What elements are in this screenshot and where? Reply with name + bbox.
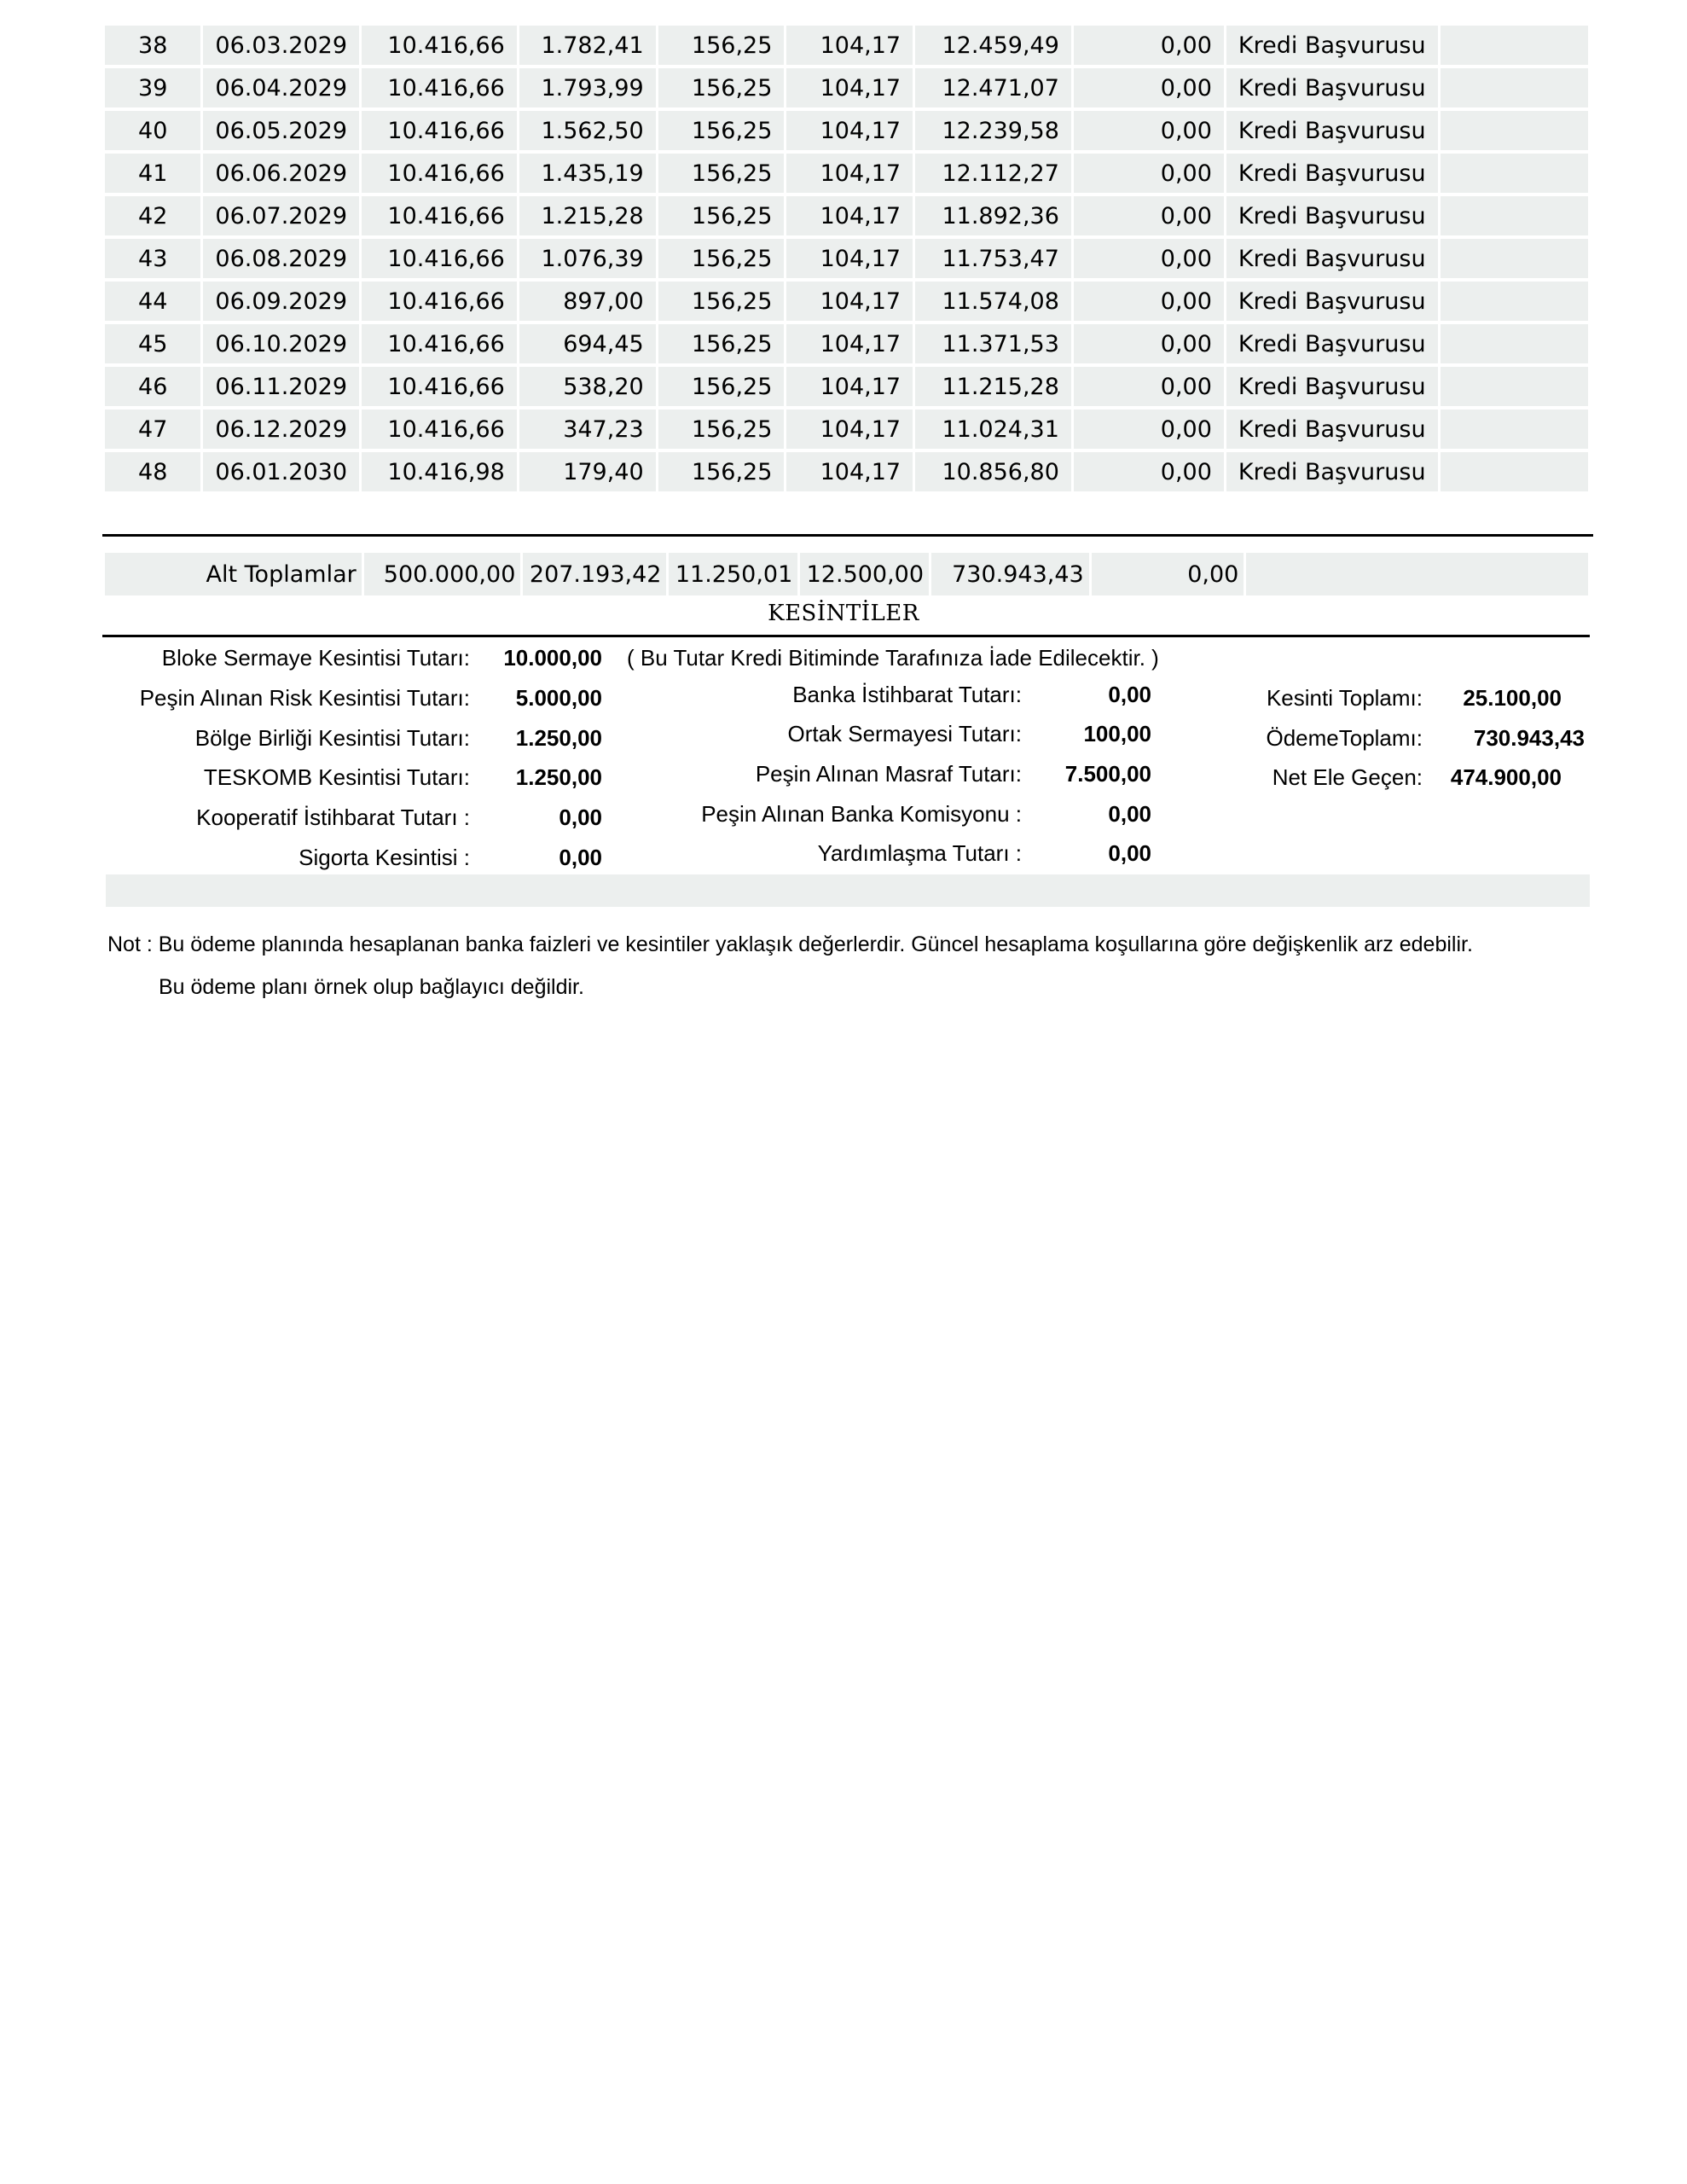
deduction-value: 5.000,00 [515, 685, 602, 711]
cell-fee-b: 104,17 [786, 26, 913, 65]
cell-fee-b: 104,17 [786, 282, 913, 321]
cell-interest: 1.435,19 [519, 154, 656, 193]
subtotal-col-3: 11.250,01 [669, 553, 797, 595]
cell-balance: 0,00 [1074, 282, 1224, 321]
cell-due-date: 06.11.2029 [203, 367, 359, 406]
cell-due-date: 06.04.2029 [203, 68, 359, 107]
deduction-label: Kooperatif İstihbarat Tutarı : [196, 804, 470, 830]
cell-balance: 0,00 [1074, 367, 1224, 406]
cell-installment-no: 44 [105, 282, 200, 321]
cell-blank [1441, 282, 1588, 321]
cell-interest: 538,20 [519, 367, 656, 406]
deduction-value: 100,00 [1083, 721, 1151, 746]
cell-principal: 10.416,66 [362, 196, 517, 235]
refund-note: ( Bu Tutar Kredi Bitiminde Tarafınıza İade Edilecektir. ) [627, 645, 1159, 671]
cell-interest: 897,00 [519, 282, 656, 321]
cell-fee-a: 156,25 [658, 324, 785, 363]
cell-blank [1441, 111, 1588, 150]
cell-blank [1441, 196, 1588, 235]
cell-description: Kredi Başvurusu [1226, 111, 1438, 150]
cell-fee-b: 104,17 [786, 239, 913, 278]
deduction-value: 0,00 [559, 845, 602, 870]
deduction-value: 0,00 [1108, 682, 1151, 707]
cell-balance: 0,00 [1074, 68, 1224, 107]
cell-installment-total: 12.459,49 [915, 26, 1071, 65]
cell-fee-a: 156,25 [658, 196, 785, 235]
cell-interest: 1.215,28 [519, 196, 656, 235]
cell-blank [1441, 239, 1588, 278]
cell-interest: 1.076,39 [519, 239, 656, 278]
table-row [105, 196, 1588, 235]
subtotals-row [102, 553, 1591, 595]
cell-fee-a: 156,25 [658, 154, 785, 193]
summary-value: 474.900,00 [1450, 764, 1562, 790]
subtotals-label: Alt Toplamlar [105, 553, 362, 595]
subtotal-col-6: 0,00 [1092, 553, 1244, 595]
subtotal-interest: 207.193,42 [523, 553, 666, 595]
cell-due-date: 06.03.2029 [203, 26, 359, 65]
cell-fee-b: 104,17 [786, 111, 913, 150]
summary-value: 730.943,43 [1473, 725, 1585, 751]
cell-description: Kredi Başvurusu [1226, 26, 1438, 65]
cell-fee-a: 156,25 [658, 26, 785, 65]
cell-blank [1441, 324, 1588, 363]
cell-due-date: 06.08.2029 [203, 239, 359, 278]
cell-fee-a: 156,25 [658, 239, 785, 278]
cell-due-date: 06.01.2030 [203, 452, 359, 491]
cell-fee-b: 104,17 [786, 452, 913, 491]
cell-balance: 0,00 [1074, 410, 1224, 449]
cell-installment-total: 11.024,31 [915, 410, 1071, 449]
deductions-divider [102, 635, 1590, 637]
table-row [105, 154, 1588, 193]
deduction-value: 1.250,00 [515, 725, 602, 751]
deduction-label: Banka İstihbarat Tutarı: [792, 682, 1022, 707]
deductions-footer-band [106, 874, 1590, 907]
cell-installment-no: 48 [105, 452, 200, 491]
cell-description: Kredi Başvurusu [1226, 282, 1438, 321]
cell-installment-no: 41 [105, 154, 200, 193]
table-row [105, 26, 1588, 65]
cell-blank [1441, 452, 1588, 491]
cell-description: Kredi Başvurusu [1226, 196, 1438, 235]
summary-label: Net Ele Geçen: [1272, 764, 1423, 790]
deduction-value: 1.250,00 [515, 764, 602, 790]
table-row [105, 68, 1588, 107]
cell-principal: 10.416,66 [362, 68, 517, 107]
cell-principal: 10.416,66 [362, 410, 517, 449]
cell-installment-no: 46 [105, 367, 200, 406]
cell-installment-total: 12.471,07 [915, 68, 1071, 107]
cell-balance: 0,00 [1074, 26, 1224, 65]
cell-fee-a: 156,25 [658, 410, 785, 449]
deduction-value: 0,00 [1108, 840, 1151, 866]
cell-installment-no: 43 [105, 239, 200, 278]
cell-due-date: 06.12.2029 [203, 410, 359, 449]
deduction-label: Bölge Birliği Kesintisi Tutarı: [194, 725, 470, 751]
cell-installment-total: 10.856,80 [915, 452, 1071, 491]
cell-principal: 10.416,66 [362, 26, 517, 65]
cell-fee-b: 104,17 [786, 196, 913, 235]
cell-due-date: 06.07.2029 [203, 196, 359, 235]
subtotal-payment: 730.943,43 [931, 553, 1089, 595]
cell-description: Kredi Başvurusu [1226, 324, 1438, 363]
subtotal-principal: 500.000,00 [364, 553, 521, 595]
cell-fee-b: 104,17 [786, 68, 913, 107]
cell-principal: 10.416,66 [362, 367, 517, 406]
cell-interest: 1.562,50 [519, 111, 656, 150]
cell-installment-no: 40 [105, 111, 200, 150]
cell-description: Kredi Başvurusu [1226, 410, 1438, 449]
deduction-label: Peşin Alınan Banka Komisyonu : [701, 801, 1022, 827]
cell-installment-no: 47 [105, 410, 200, 449]
disclaimer-note: Not : Bu ödeme planında hesaplanan banka faizleri ve kesintiler yaklaşık değerlerdir. Güncel hesaplama koşullarına göre değişkenlik arz edebilir. [107, 932, 1473, 956]
deduction-value: 0,00 [1108, 801, 1151, 827]
cell-installment-no: 45 [105, 324, 200, 363]
cell-installment-total: 11.371,53 [915, 324, 1071, 363]
cell-interest: 1.793,99 [519, 68, 656, 107]
cell-installment-no: 42 [105, 196, 200, 235]
cell-due-date: 06.06.2029 [203, 154, 359, 193]
cell-principal: 10.416,66 [362, 111, 517, 150]
subtotal-col-4: 12.500,00 [800, 553, 929, 595]
cell-balance: 0,00 [1074, 324, 1224, 363]
cell-description: Kredi Başvurusu [1226, 154, 1438, 193]
cell-installment-no: 38 [105, 26, 200, 65]
cell-principal: 10.416,66 [362, 282, 517, 321]
cell-blank [1441, 26, 1588, 65]
cell-installment-total: 11.753,47 [915, 239, 1071, 278]
cell-principal: 10.416,66 [362, 239, 517, 278]
table-row [105, 367, 1588, 406]
payment-schedule-table [102, 22, 1591, 495]
cell-installment-total: 11.892,36 [915, 196, 1071, 235]
deduction-value: 10.000,00 [503, 645, 602, 671]
cell-balance: 0,00 [1074, 452, 1224, 491]
cell-fee-a: 156,25 [658, 282, 785, 321]
cell-due-date: 06.05.2029 [203, 111, 359, 150]
cell-fee-b: 104,17 [786, 324, 913, 363]
cell-interest: 179,40 [519, 452, 656, 491]
summary-value: 25.100,00 [1463, 685, 1562, 711]
table-row [105, 282, 1588, 321]
cell-principal: 10.416,66 [362, 324, 517, 363]
cell-fee-a: 156,25 [658, 367, 785, 406]
cell-blank [1441, 367, 1588, 406]
summary-label: Kesinti Toplamı: [1266, 685, 1423, 711]
cell-description: Kredi Başvurusu [1226, 452, 1438, 491]
cell-principal: 10.416,66 [362, 154, 517, 193]
deduction-label: Sigorta Kesintisi : [299, 845, 470, 870]
cell-balance: 0,00 [1074, 154, 1224, 193]
table-row [105, 452, 1588, 491]
deductions-title: KESİNTİLER [768, 601, 919, 626]
cell-interest: 347,23 [519, 410, 656, 449]
cell-principal: 10.416,98 [362, 452, 517, 491]
table-row [105, 410, 1588, 449]
cell-installment-total: 11.574,08 [915, 282, 1071, 321]
cell-due-date: 06.10.2029 [203, 324, 359, 363]
cell-balance: 0,00 [1074, 196, 1224, 235]
cell-balance: 0,00 [1074, 111, 1224, 150]
cell-fee-a: 156,25 [658, 111, 785, 150]
cell-fee-a: 156,25 [658, 68, 785, 107]
table-row [105, 239, 1588, 278]
summary-label: ÖdemeToplamı: [1266, 725, 1423, 751]
deduction-label: Yardımlaşma Tutarı : [817, 840, 1022, 866]
deduction-label: Ortak Sermayesi Tutarı: [787, 721, 1022, 746]
cell-description: Kredi Başvurusu [1226, 367, 1438, 406]
cell-fee-b: 104,17 [786, 154, 913, 193]
cell-installment-total: 11.215,28 [915, 367, 1071, 406]
table-row [105, 111, 1588, 150]
subtotal-empty [1246, 553, 1588, 595]
cell-blank [1441, 68, 1588, 107]
deduction-label: Bloke Sermaye Kesintisi Tutarı: [161, 645, 470, 671]
deduction-label: Peşin Alınan Risk Kesintisi Tutarı: [139, 685, 470, 711]
deduction-value: 7.500,00 [1064, 761, 1151, 787]
cell-installment-total: 12.239,58 [915, 111, 1071, 150]
table-divider [102, 534, 1593, 537]
cell-blank [1441, 154, 1588, 193]
deduction-label: Peşin Alınan Masraf Tutarı: [755, 761, 1022, 787]
deduction-label: TESKOMB Kesintisi Tutarı: [203, 764, 470, 790]
cell-fee-a: 156,25 [658, 452, 785, 491]
cell-balance: 0,00 [1074, 239, 1224, 278]
cell-blank [1441, 410, 1588, 449]
cell-interest: 694,45 [519, 324, 656, 363]
table-row [105, 324, 1588, 363]
cell-interest: 1.782,41 [519, 26, 656, 65]
cell-due-date: 06.09.2029 [203, 282, 359, 321]
cell-installment-no: 39 [105, 68, 200, 107]
cell-description: Kredi Başvurusu [1226, 68, 1438, 107]
non-binding-note: Bu ödeme planı örnek olup bağlayıcı değildir. [159, 975, 584, 999]
cell-fee-b: 104,17 [786, 367, 913, 406]
cell-fee-b: 104,17 [786, 410, 913, 449]
deduction-value: 0,00 [559, 804, 602, 830]
cell-description: Kredi Başvurusu [1226, 239, 1438, 278]
cell-installment-total: 12.112,27 [915, 154, 1071, 193]
